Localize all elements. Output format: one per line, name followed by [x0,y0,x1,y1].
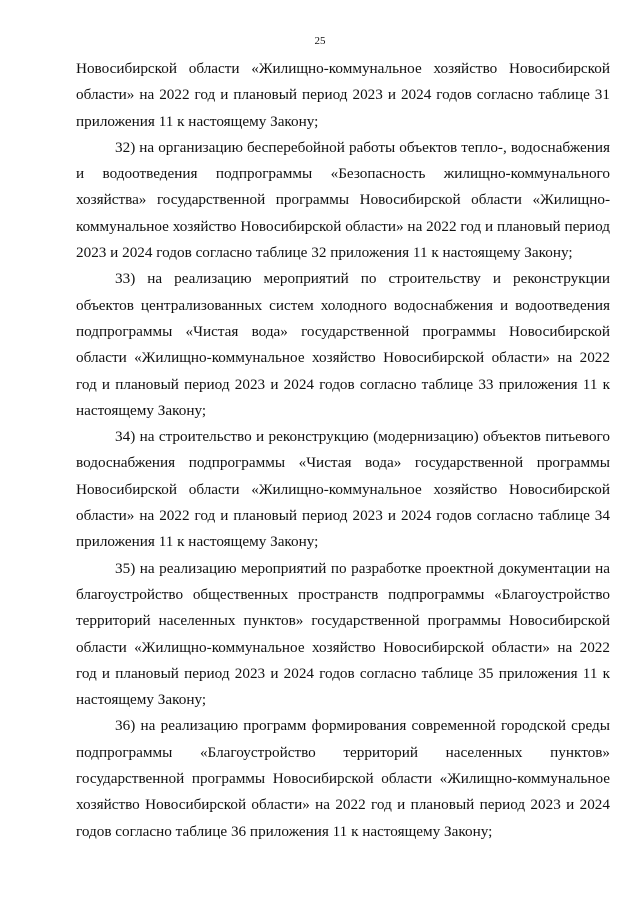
text-line: хозяйство Новосибирской области» на 2022 год и плановый период 2023 и 2024 [76,796,610,814]
text-line: государственной программы Новосибирской области «Жилищно-коммунальное [76,770,610,788]
text-line: настоящему Закону; [76,401,207,419]
text-line: подпрограммы «Чистая вода» государственной программы Новосибирской [76,322,610,340]
text-line: годов согласно таблице 36 приложения 11 к настоящему Закону; [76,822,493,840]
text-line: 32) на организацию бесперебойной работы объектов тепло-, водоснабжения [115,138,610,156]
text-line: 36) на реализацию программ формирования современной городской среды [115,717,610,735]
text-line: области «Жилищно-коммунальное хозяйство Новосибирской области» на 2022 [76,349,610,367]
page-number: 25 [314,35,326,47]
text-line: области» на 2022 год и плановый период 2023 и 2024 годов согласно таблице 34 [76,507,610,525]
text-line: хозяйства» государственной программы Новосибирской области «Жилищно- [76,191,610,209]
text-line: приложения 11 к настоящему Закону; [76,112,319,130]
text-line: области» на 2022 год и плановый период 2023 и 2024 годов согласно таблице 31 [76,86,610,104]
text-line: 34) на строительство и реконструкцию (модернизацию) объектов питьевого [115,428,610,446]
text-line: 33) на реализацию мероприятий по строительству и реконструкции [115,270,610,288]
text-line: благоустройство общественных пространств подпрограммы «Благоустройство [76,585,610,603]
text-line: приложения 11 к настоящему Закону; [76,533,319,551]
document-body [76,56,610,845]
text-line: 2023 и 2024 годов согласно таблице 32 приложения 11 к настоящему Закону; [76,244,573,262]
text-line: год и плановый период 2023 и 2024 годов согласно таблице 33 приложения 11 к [76,375,610,393]
text-line: Новосибирской области «Жилищно-коммунальное хозяйство Новосибирской [76,480,610,498]
text-line: объектов централизованных систем холодного водоснабжения и водоотведения [76,296,610,314]
text-line: области «Жилищно-коммунальное хозяйство Новосибирской области» на 2022 [76,638,610,656]
text-line: коммунальное хозяйство Новосибирской области» на 2022 год и плановый период [76,217,610,235]
text-line: территорий населенных пунктов» государственной программы Новосибирской [76,612,610,630]
text-line: 35) на реализацию мероприятий по разработке проектной документации на [115,559,610,577]
text-line: настоящему Закону; [76,691,207,709]
text-line: подпрограммы «Благоустройство территорий населенных пунктов» [76,743,610,761]
text-line: Новосибирской области «Жилищно-коммунальное хозяйство Новосибирской [76,60,610,77]
text-line: год и плановый период 2023 и 2024 годов согласно таблице 35 приложения 11 к [76,664,610,682]
text-line: водоснабжения подпрограммы «Чистая вода» государственной программы [76,454,610,472]
text-line: и водоотведения подпрограммы «Безопасность жилищно-коммунального [76,165,610,183]
